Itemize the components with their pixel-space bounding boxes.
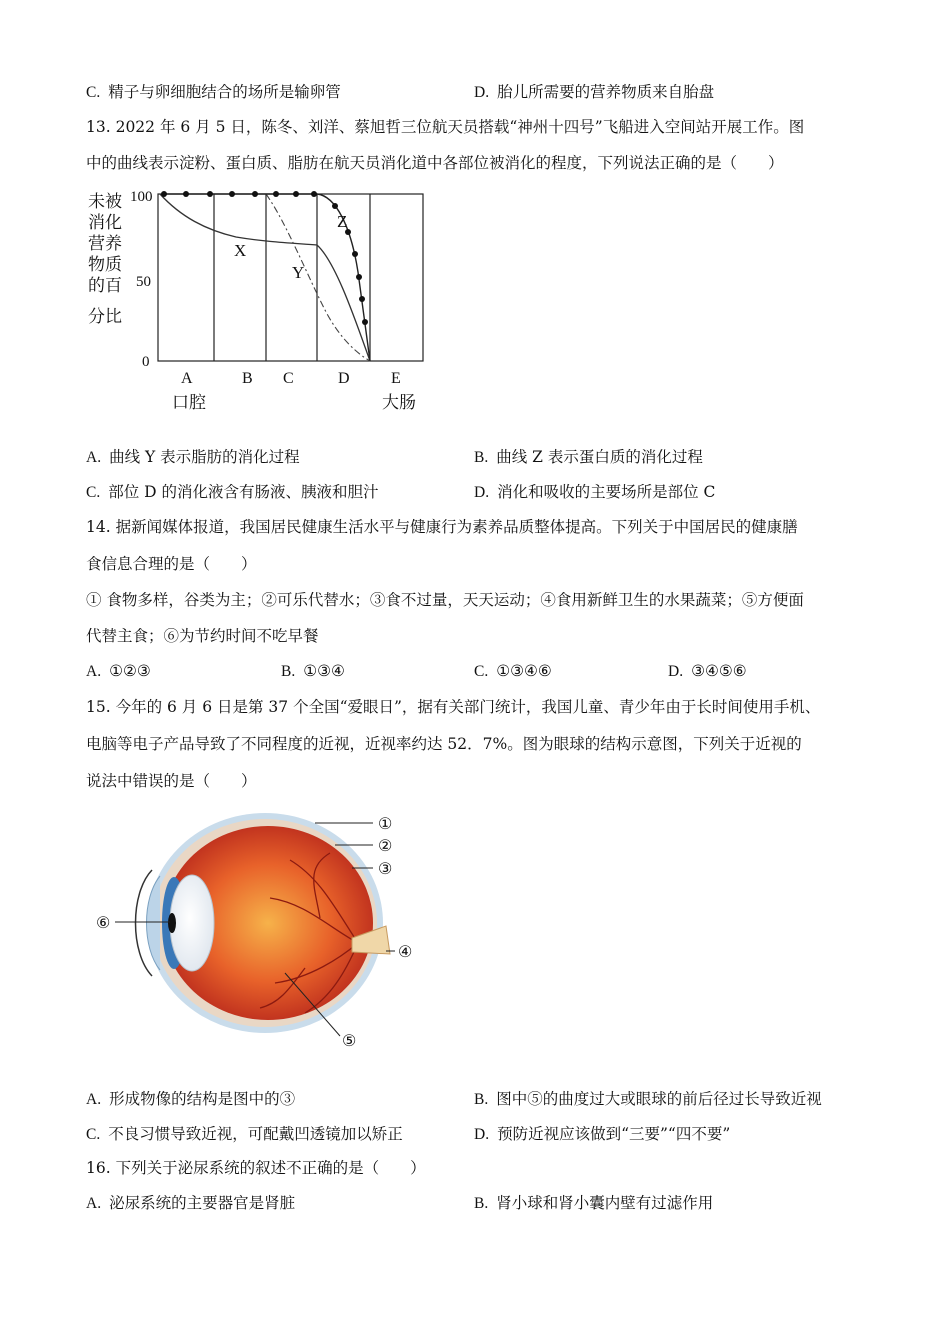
q14-stem-line1: 14. 据新闻媒体报道，我国居民健康生活水平与健康行为素养品质整体提高。下列关于中国居民的健康膳	[86, 518, 798, 536]
chart-ylabel	[88, 192, 122, 326]
option-label: D.	[474, 484, 490, 501]
eye-label-6: ⑥	[96, 915, 111, 932]
option-text: ①③④	[303, 662, 345, 680]
q13-option-b	[474, 447, 703, 468]
curve-z-marker	[362, 319, 368, 325]
q16-stem: 16. 下列关于泌尿系统的叙述不正确的是（ ）	[86, 1159, 426, 1177]
curve-z-marker	[207, 191, 213, 197]
option-label: C.	[474, 663, 489, 680]
region-label-e: E	[391, 370, 401, 387]
curve-z-marker	[332, 203, 338, 209]
option-text: 图中⑤的曲度过大或眼球的前后径过长导致近视	[496, 1090, 822, 1108]
eye-label-3: ③	[378, 861, 393, 878]
option-label: B.	[474, 1195, 489, 1212]
curve-z-marker	[293, 191, 299, 197]
ylabel-line: 的百	[88, 276, 122, 295]
option-label: A.	[86, 1195, 102, 1212]
option-label: A.	[86, 1091, 102, 1108]
option-label: D.	[474, 1126, 490, 1143]
curve-label-x: X	[234, 241, 247, 260]
curve-label-y: Y	[292, 263, 305, 282]
option-text: ①②③	[109, 662, 151, 680]
q13-stem-line2: 中的曲线表示淀粉、蛋白质、脂肪在航天员消化道中各部位被消化的程度，下列说法正确的是（ ）	[86, 154, 784, 172]
curve-z-marker	[229, 191, 235, 197]
option-label: D.	[668, 663, 684, 680]
q13-option-d	[474, 482, 715, 503]
lens	[170, 875, 214, 971]
q13-option-a	[86, 447, 300, 468]
q15-stem-line1: 15. 今年的 6 月 6 日是第 37 个全国“爱眼日”，据有关部门统计，我国儿童、青少年由于长时间使用手机、	[86, 698, 821, 716]
q16-option-b	[474, 1193, 713, 1214]
option-label: C.	[86, 84, 101, 101]
option-text: ③④⑤⑥	[691, 662, 747, 680]
option-text: 泌尿系统的主要器官是肾脏	[109, 1194, 296, 1212]
option-text: 胎儿所需要的营养物质来自胎盘	[497, 83, 715, 101]
digestion-chart	[86, 182, 426, 417]
q15-option-c	[86, 1124, 403, 1145]
curve-z-marker	[252, 191, 258, 197]
option-text: 精子与卵细胞结合的场所是输卵管	[108, 83, 341, 101]
curve-z-marker	[273, 191, 279, 197]
region-label-b: B	[242, 370, 253, 387]
region-label-d: D	[338, 370, 350, 387]
q15-stem-line3: 说法中错误的是（ ）	[86, 772, 257, 790]
option-label: B.	[474, 449, 489, 466]
option-text: ①③④⑥	[496, 662, 552, 680]
eye-label-2: ②	[378, 838, 393, 855]
option-text: 肾小球和肾小囊内壁有过滤作用	[496, 1194, 714, 1212]
q12-option-d	[474, 82, 714, 103]
curve-y	[266, 194, 370, 361]
q12-option-c	[86, 82, 341, 103]
ylabel-line: 消化	[88, 213, 122, 232]
q14-option-c	[474, 661, 552, 682]
option-text: 形成物像的结构是图中的③	[109, 1090, 296, 1108]
region-name-mouth: 口腔	[172, 393, 206, 412]
curve-z-marker	[161, 191, 167, 197]
curve-z-marker	[183, 191, 189, 197]
eye-label-5: ⑤	[342, 1033, 357, 1050]
q15-option-d	[474, 1124, 730, 1145]
q15-stem-line2: 电脑等电子产品导致了不同程度的近视，近视率约达 52．7%。图为眼球的结构示意图，下列关于近视的	[86, 735, 802, 753]
q13-option-c	[86, 482, 379, 503]
region-label-a: A	[181, 370, 193, 387]
ylabel-line: 未被	[88, 192, 122, 211]
y-tick-100: 100	[130, 189, 153, 205]
q15-option-b	[474, 1089, 822, 1110]
q14-items-line2: 代替主食；⑥为节约时间不吃早餐	[86, 627, 319, 645]
q13-stem-line1: 13. 2022 年 6 月 5 日，陈冬、刘洋、蔡旭哲三位航天员搭载“神州十四号”飞船进入空间站开展工作。图	[86, 118, 805, 136]
q14-option-d	[668, 661, 747, 682]
option-text: 消化和吸收的主要场所是部位 C	[497, 483, 716, 501]
y-tick-50: 50	[136, 274, 151, 290]
ylabel-line: 营养	[88, 234, 122, 253]
pupil	[168, 913, 176, 933]
option-label: A.	[86, 663, 102, 680]
q16-option-a	[86, 1193, 295, 1214]
q14-option-a	[86, 661, 151, 682]
chart-frame	[158, 194, 423, 361]
cornea-inner	[147, 876, 161, 970]
curve-z-marker	[356, 274, 362, 280]
option-label: C.	[86, 484, 101, 501]
curve-z-marker	[311, 191, 317, 197]
q14-items-line1: ① 食物多样，谷类为主；②可乐代替水；③食不过量，天天运动；④食用新鲜卫生的水果蔬菜；⑤方便面	[86, 591, 804, 609]
eye-label-1: ①	[378, 816, 393, 833]
eye-diagram	[90, 808, 430, 1053]
option-text: 不良习惯导致近视，可配戴凹透镜加以矫正	[108, 1125, 403, 1143]
curve-label-z: Z	[337, 212, 348, 231]
option-text: 预防近视应该做到“三要”“四不要”	[497, 1125, 731, 1143]
option-text: 部位 D 的消化液含有肠液、胰液和胆汁	[108, 483, 379, 501]
region-label-c: C	[283, 370, 294, 387]
option-label: D.	[474, 84, 490, 101]
option-label: B.	[474, 1091, 489, 1108]
region-name-large-intestine: 大肠	[382, 393, 416, 412]
curve-z-marker	[359, 296, 365, 302]
option-label: B.	[281, 663, 296, 680]
q15-option-a	[86, 1089, 295, 1110]
option-text: 曲线 Z 表示蛋白质的消化过程	[496, 448, 703, 466]
q14-stem-line2: 食信息合理的是（ ）	[86, 555, 257, 573]
option-text: 曲线 Y 表示脂肪的消化过程	[109, 448, 300, 466]
option-label: C.	[86, 1126, 101, 1143]
y-tick-0: 0	[142, 354, 150, 370]
q14-option-b	[281, 661, 345, 682]
eye-label-4: ④	[398, 944, 413, 961]
curve-z-marker	[352, 251, 358, 257]
ylabel-line: 物质	[88, 255, 122, 274]
option-label: A.	[86, 449, 102, 466]
ylabel-line: 分比	[88, 307, 122, 326]
